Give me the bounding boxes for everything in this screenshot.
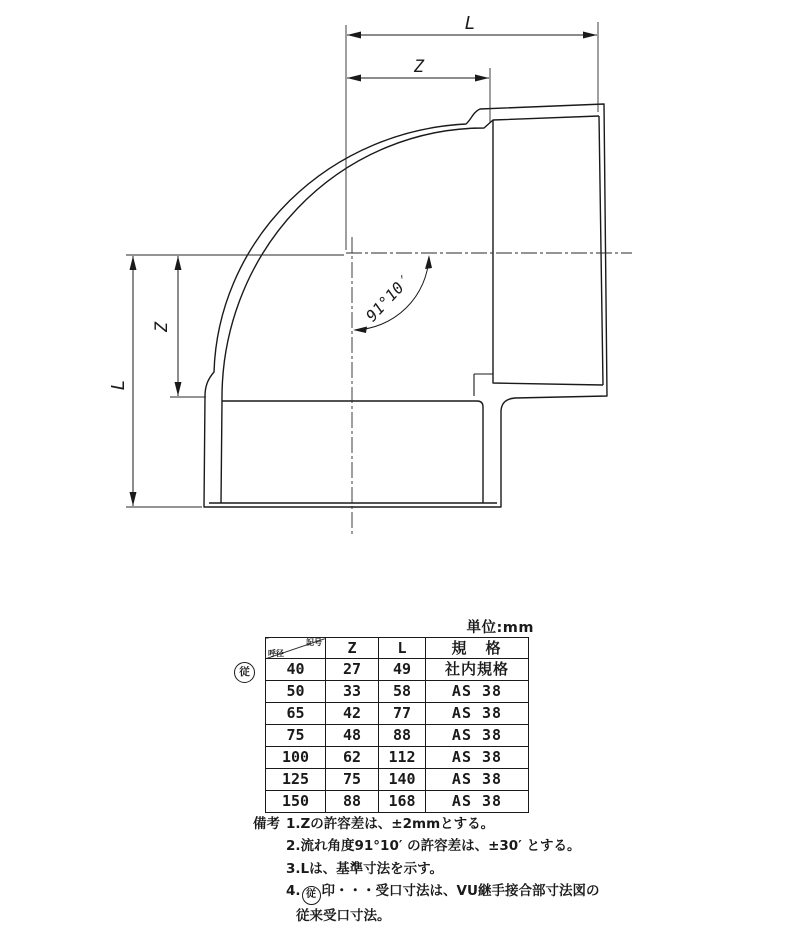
table-corner-cell — [266, 638, 326, 659]
notes-lines — [286, 813, 599, 928]
cell-spec: AS 38 — [426, 703, 529, 725]
row-badge-circled-ju: 従 — [234, 662, 255, 683]
table-row — [266, 747, 529, 769]
corner-label-symbol: 記号 — [306, 638, 322, 647]
note-line-4 — [286, 880, 599, 905]
cell-spec: AS 38 — [426, 725, 529, 747]
notes-heading: 備考 — [253, 816, 280, 832]
dim-label-left-Z: Z — [152, 321, 172, 333]
cell-l: 49 — [379, 659, 426, 681]
note-line-3: 3.Lは、基準寸法を示す。 — [286, 860, 444, 877]
note-4-number: 4. — [286, 883, 301, 900]
cell-dia: 100 — [266, 747, 326, 769]
table-row — [266, 703, 529, 725]
note-line-5: 従来受口寸法。 — [296, 908, 391, 925]
cell-z: 33 — [326, 681, 379, 703]
cell-z: 88 — [326, 791, 379, 813]
cell-l: 58 — [379, 681, 426, 703]
cell-dia: 75 — [266, 725, 326, 747]
cell-z: 27 — [326, 659, 379, 681]
dim-label-top-L: L — [464, 13, 476, 34]
cell-l: 77 — [379, 703, 426, 725]
header-l: L — [379, 638, 426, 659]
header-spec: 規 格 — [426, 638, 529, 659]
cell-z: 62 — [326, 747, 379, 769]
dimension-table — [265, 637, 529, 813]
cell-spec: AS 38 — [426, 791, 529, 813]
note-line-2: 2.流れ角度91°10′ の許容差は、±30′ とする。 — [286, 838, 581, 855]
unit-label: 単位:mm — [466, 620, 534, 636]
cell-z: 75 — [326, 769, 379, 791]
table-row — [266, 681, 529, 703]
cell-l: 112 — [379, 747, 426, 769]
table-row — [266, 769, 529, 791]
angle-label: 91°10′ — [362, 271, 415, 326]
cell-l: 168 — [379, 791, 426, 813]
notes-block — [253, 813, 599, 928]
dim-label-top-Z: Z — [413, 57, 425, 77]
note-4-text: 印・・・受口寸法は、VU継手接合部寸法図の — [321, 883, 600, 900]
cell-z: 42 — [326, 703, 379, 725]
cell-l: 88 — [379, 725, 426, 747]
dim-label-left-L: L — [108, 379, 129, 391]
cell-spec: 社内規格 — [426, 659, 529, 681]
table-row — [266, 659, 529, 681]
header-z: Z — [326, 638, 379, 659]
cell-spec: AS 38 — [426, 681, 529, 703]
cell-z: 48 — [326, 725, 379, 747]
elbow-outline — [204, 104, 607, 507]
cell-dia: 150 — [266, 791, 326, 813]
note-4-circled-ju: 従 — [302, 886, 321, 905]
cell-spec: AS 38 — [426, 769, 529, 791]
cell-dia: 125 — [266, 769, 326, 791]
cell-spec: AS 38 — [426, 747, 529, 769]
table-row — [266, 725, 529, 747]
table-header-row — [266, 638, 529, 659]
cell-l: 140 — [379, 769, 426, 791]
cell-dia: 65 — [266, 703, 326, 725]
note-line-1: 1.Zの許容差は、±2mmとする。 — [286, 816, 495, 832]
table-row — [266, 791, 529, 813]
cell-dia: 50 — [266, 681, 326, 703]
corner-label-diameter: 呼径 — [268, 649, 284, 658]
extension-lines — [126, 22, 598, 507]
centerlines — [346, 237, 632, 535]
cell-dia: 40 — [266, 659, 326, 681]
dimension-lines — [130, 32, 598, 507]
